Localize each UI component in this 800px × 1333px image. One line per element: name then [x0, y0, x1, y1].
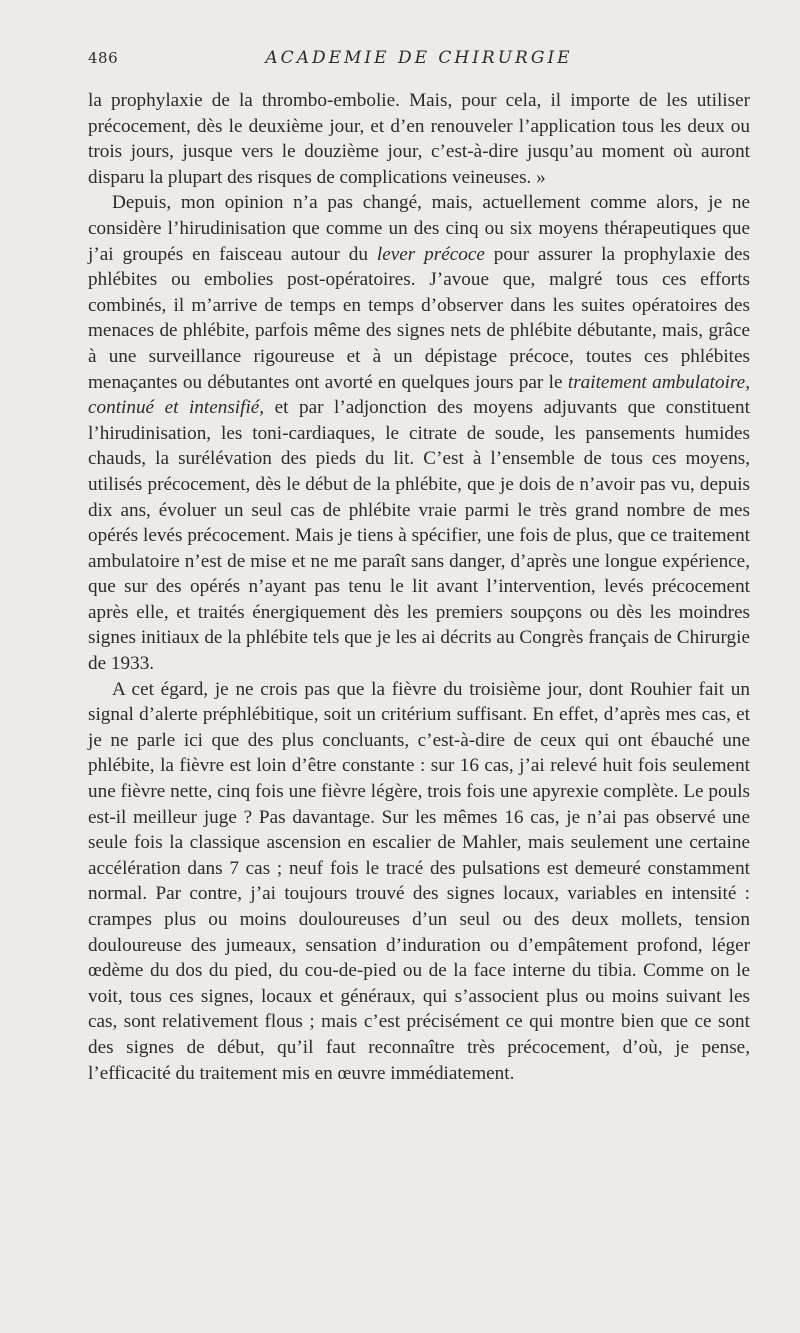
page-number: 486: [88, 49, 119, 67]
paragraph-3: [88, 677, 750, 1087]
paragraph-2-text-b: pour assurer la prophylaxie des phlébites ou embolies post-opératoires. J’avoue que, malgré tous ces efforts combinés, il m’arrive de temps en temps d’observer dans les suites opératoires des menaces de phlébite, parfois même des signes nets de phlébite débutante, mais, grâce à une surveillance rigoureuse et à un dépistage précoce, toutes ces phlébites menaçantes ou débutantes ont avorté en quelques jours par le: [88, 243, 750, 393]
page-header: [88, 49, 750, 73]
paragraph-2-text-c: et par l’adjonction des moyens adjuvants que constituent l’hirudinisation, les toni-cardiaques, le citrate de soude, les pansements humides chauds, la surélévation des pieds du lit. C’est à l’ensemble de tous ces moyens, utilisés précocement, dès le début de la phlébite, que je dois de n’avoir pas vu, depuis dix ans, évoluer un seul cas de phlébite vraie parmi le très grand nombre de mes opérés levés précocement. Mais je tiens à spécifier, une fois de plus, que ce traitement ambulatoire n’est de mise et ne me paraît sans danger, d’après une longue expérience, que sur des opérés n’ayant pas tenu le lit avant l’intervention, levés précocement après elle, et traités énergiquement dès les premiers soupçons ou dès les moindres signes initiaux de la phlébite tels que je les ai décrits au Congrès français de Chirurgie de 1933.: [88, 397, 750, 675]
emphasis-traitement-ambulatoire: traitement ambulatoire, continué et intensifié,: [88, 371, 750, 419]
paragraph-2-text-a: Depuis, mon opinion n’a pas changé, mais, actuellement comme alors, je ne considère l’hirudinisation que comme un des cinq ou six moyens thérapeutiques que j’ai groupés en faisceau autour du: [88, 192, 750, 265]
paragraph-2: [88, 190, 750, 676]
paragraph-3-text: A cet égard, je ne crois pas que la fièvre du troisième jour, dont Rouhier fait un signal d’alerte préphlébitique, soit un critérium suffisant. En effet, d’après mes cas, et je ne parle ici que des plus concluants, c’est-à-dire de ceux qui ont ébauché une phlébite, la fièvre est loin d’être constante : sur 16 cas, j’ai relevé huit fois seulement une fièvre nette, cinq fois une fièvre légère, trois fois une apyrexie complète. Le pouls est-il meilleur juge ? Pas davantage. Sur les mêmes 16 cas, je n’ai pas observé une seule fois la classique ascension en escalier de Mahler, mais seulement une certaine accélération dans 7 cas ; neuf fois le tracé des pulsations est demeuré constamment normal. Par contre, j’ai toujours trouvé des signes locaux, variables en intensité : crampes plus ou moins douloureuses d’un seul ou des deux mollets, tension douloureuse des jumeaux, sensation d’induration ou d’empâtement profond, léger œdème du dos du pied, du cou-de-pied ou de la face interne du tibia. Comme on le voit, tous ces signes, locaux et généraux, qui s’associent plus ou moins suivant les cas, sont relativement flous ; mais c’est précisément ce qui montre bien que ce sont des signes de début, qu’il faut reconnaître très précocement, d’où, je pense, l’efficacité du traitement mis en œuvre immédiatement.: [88, 678, 750, 1084]
body-text: [88, 88, 750, 1086]
paragraph-1: [88, 88, 750, 190]
running-title: ACADEMIE DE CHIRURGIE: [265, 48, 573, 68]
paragraph-1-text: la prophylaxie de la thrombo-embolie. Mais, pour cela, il importe de les utiliser précocement, dès le deuxième jour, et d’en renouveler l’application tous les deux ou trois jours, jusque vers le douzième jour, c’est-à-dire jusqu’au moment où auront disparu la plupart des risques de complications veineuses. »: [88, 90, 750, 188]
emphasis-lever-precoce: lever précoce: [376, 243, 485, 265]
